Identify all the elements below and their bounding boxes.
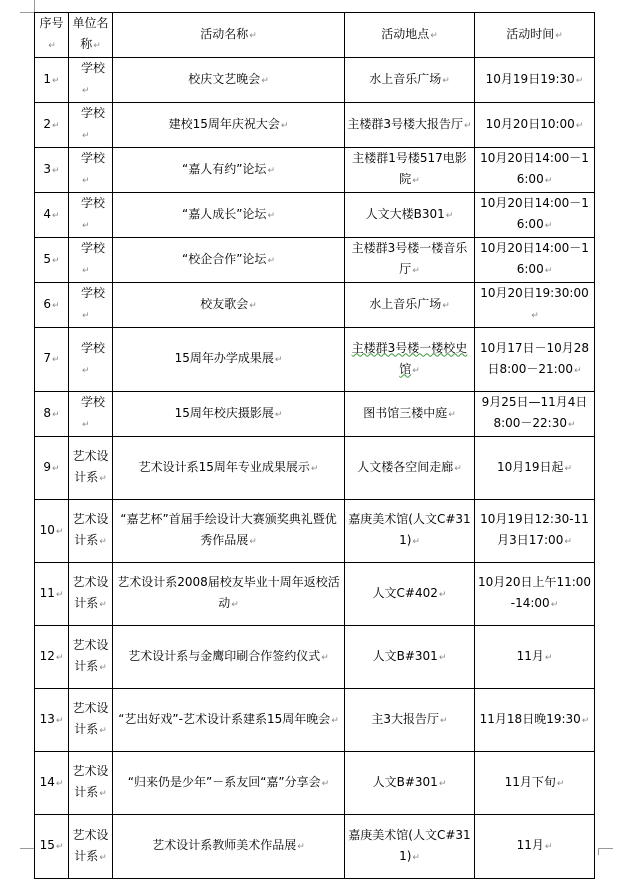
paragraph-mark: ↵ (55, 842, 64, 852)
paragraph-mark: ↵ (99, 852, 107, 863)
cell-unit (69, 283, 113, 328)
table-row (35, 283, 595, 328)
cell-time (475, 328, 595, 392)
cell-activity-name (113, 148, 345, 193)
cell-index-text: 2 (43, 116, 52, 131)
cell-unit (69, 689, 113, 752)
cell-activity-name-text: 艺术设计系教师美术作品展 (152, 838, 297, 852)
paragraph-mark: ↵ (82, 131, 90, 141)
cell-time (475, 500, 595, 563)
paragraph-mark: ↵ (412, 852, 420, 863)
cell-location-text: 嘉庚美术馆(人文C#311) (348, 827, 471, 863)
paragraph-mark: ↵ (544, 176, 553, 186)
header-location: 活动地点↵ (345, 13, 475, 58)
cell-activity-name-text: 15周年办学成果展 (174, 351, 274, 365)
paragraph-mark: ↵ (82, 86, 90, 96)
cell-location (345, 437, 475, 500)
cell-unit (69, 437, 113, 500)
cell-time (475, 193, 595, 238)
paragraph-mark: ↵ (445, 210, 454, 221)
paragraph-mark: ↵ (321, 652, 329, 663)
header-activity-name: 活动名称↵ (113, 13, 345, 58)
cell-location (345, 328, 475, 392)
table-row (35, 148, 595, 193)
cell-index-text: 6 (43, 296, 52, 311)
cell-unit (69, 103, 113, 148)
cell-index (35, 437, 69, 500)
cell-unit-text: 艺术设计系 (72, 638, 109, 673)
cell-location-text: 主3大报告厅 (371, 711, 440, 726)
paragraph-mark: ↵ (231, 600, 239, 610)
cell-index-text: 11 (39, 585, 55, 600)
table-row (35, 392, 595, 437)
cell-index-text: 15 (39, 838, 55, 852)
paragraph-mark: ↵ (442, 300, 450, 311)
cell-unit (69, 815, 113, 879)
cell-index (35, 563, 69, 626)
cell-activity-name (113, 563, 345, 626)
cell-time (475, 437, 595, 500)
paragraph-mark: ↵ (274, 409, 283, 420)
paragraph-mark: ↵ (556, 778, 565, 789)
cell-index (35, 752, 69, 815)
cell-index-text: 8 (43, 405, 52, 420)
cell-unit (69, 328, 113, 392)
paragraph-mark: ↵ (412, 537, 420, 547)
cell-unit-text: 艺术设计系 (72, 827, 109, 863)
paragraph-mark: ↵ (575, 120, 584, 131)
paragraph-mark: ↵ (52, 210, 60, 221)
cell-location (345, 815, 475, 879)
paragraph-mark: ↵ (52, 75, 60, 86)
cell-location-text: 人文大楼B301 (365, 206, 445, 221)
paragraph-mark: ↵ (464, 120, 472, 131)
cell-activity-name-text: 艺术设计系15周年专业成果展示 (138, 459, 310, 474)
cell-location (345, 626, 475, 689)
cell-time (475, 103, 595, 148)
cell-location-text: 人文C#402 (372, 585, 438, 600)
cell-location-text: 人文B#301 (372, 774, 438, 789)
cell-time-text: 11月 (516, 838, 544, 852)
cell-unit-text: 艺术设计系 (72, 575, 109, 610)
paragraph-mark: ↵ (581, 715, 590, 726)
cell-index (35, 392, 69, 437)
cell-time-text: 11月 (516, 648, 544, 663)
paragraph-mark: ↵ (567, 420, 576, 430)
cell-index-text: 5 (43, 251, 52, 266)
cell-activity-name (113, 193, 345, 238)
cell-time-text: 10月20日14:00－16:00 (480, 196, 589, 231)
cell-activity-name (113, 626, 345, 689)
cell-index-text: 7 (43, 351, 52, 365)
table-row (35, 103, 595, 148)
cell-unit (69, 626, 113, 689)
cell-index-text: 9 (43, 459, 52, 474)
cell-index-text: 4 (43, 206, 52, 221)
cell-unit-text: 学校 (81, 61, 106, 75)
cell-activity-name-text: 校友歌会 (200, 296, 249, 311)
paragraph-mark: ↵ (52, 120, 60, 131)
cell-time (475, 815, 595, 879)
cell-index (35, 328, 69, 392)
cell-unit-text: 艺术设计系 (72, 764, 109, 799)
paragraph-mark: ↵ (249, 300, 257, 311)
table-row (35, 689, 595, 752)
paragraph-mark: ↵ (82, 365, 90, 376)
cell-index-text: 1 (43, 71, 52, 86)
cell-time (475, 689, 595, 752)
cell-unit (69, 563, 113, 626)
cell-activity-name (113, 238, 345, 283)
table-row (35, 193, 595, 238)
cell-time (475, 58, 595, 103)
table-row (35, 328, 595, 392)
table-row (35, 815, 595, 879)
table-row (35, 626, 595, 689)
paragraph-mark: ↵ (274, 355, 283, 365)
cell-location-text: 人文B#301 (372, 648, 438, 663)
cell-activity-name (113, 500, 345, 563)
cell-location (345, 238, 475, 283)
cell-location (345, 103, 475, 148)
paragraph-mark: ↵ (52, 409, 60, 420)
cell-time-text: 11月18日晚19:30 (479, 711, 581, 726)
paragraph-mark: ↵ (55, 526, 64, 537)
cell-unit-text: 艺术设计系 (72, 449, 109, 484)
paragraph-mark: ↵ (82, 420, 90, 430)
paragraph-mark: ↵ (438, 778, 447, 789)
paragraph-mark: ↵ (321, 778, 330, 789)
cell-unit-text: 学校 (81, 196, 106, 210)
cell-activity-name-text: 15周年校庆摄影展 (174, 405, 274, 420)
table-row (35, 500, 595, 563)
paragraph-mark: ↵ (297, 842, 305, 852)
paragraph-mark: ↵ (544, 266, 553, 276)
paragraph-mark: ↵ (52, 463, 60, 474)
cell-index-text: 13 (39, 711, 55, 726)
cell-location-text: 主楼群3号楼大报告厅 (347, 116, 464, 131)
paragraph-mark: ↵ (531, 311, 539, 321)
paragraph-mark: ↵ (564, 463, 573, 474)
cell-time (475, 283, 595, 328)
cell-index (35, 689, 69, 752)
paragraph-mark: ↵ (267, 165, 275, 176)
cell-location-text: 嘉庚美术馆(人文C#311) (348, 512, 471, 547)
cell-time (475, 563, 595, 626)
paragraph-mark: ↵ (52, 300, 60, 311)
cell-activity-name (113, 58, 345, 103)
cell-activity-name-text: “嘉人有约”论坛 (182, 161, 267, 176)
cell-location-text: 主楼群3号楼一楼音乐厅 (351, 241, 468, 276)
cell-time-text: 10月20日10:00 (485, 116, 575, 131)
cell-index (35, 103, 69, 148)
activity-schedule-table (34, 12, 595, 879)
cell-activity-name-text: “嘉艺杯”首届手绘设计大赛颁奖典礼暨优秀作品展 (120, 512, 337, 547)
cell-time (475, 752, 595, 815)
cell-time (475, 392, 595, 437)
paragraph-mark: ↵ (280, 120, 289, 131)
paragraph-mark: ↵ (438, 652, 447, 663)
cell-unit (69, 148, 113, 193)
table-row (35, 752, 595, 815)
paragraph-mark: ↵ (438, 589, 447, 600)
cell-index-text: 10 (39, 522, 55, 537)
paragraph-mark: ↵ (99, 474, 107, 484)
cell-index (35, 193, 69, 238)
paragraph-mark: ↵ (575, 75, 584, 86)
cell-location (345, 193, 475, 238)
cell-unit-text: 学校 (81, 286, 106, 300)
table-row (35, 563, 595, 626)
cell-time-text: 10月19日起 (496, 459, 564, 474)
cell-unit (69, 752, 113, 815)
cell-unit (69, 500, 113, 563)
paragraph-mark: ↵ (412, 176, 420, 186)
cell-index (35, 500, 69, 563)
cell-activity-name-text: “校企合作”论坛 (182, 251, 267, 266)
paragraph-mark: ↵ (544, 221, 553, 231)
header-time: 活动时间↵ (475, 13, 595, 58)
paragraph-mark: ↵ (55, 589, 64, 600)
paragraph-mark: ↵ (55, 778, 64, 789)
cell-time-text: 10月20日19:30:00 (480, 286, 589, 300)
paragraph-mark: ↵ (52, 255, 60, 266)
paragraph-mark: ↵ (99, 600, 107, 610)
paragraph-mark: ↵ (550, 600, 559, 610)
cell-time-text: 10月20日14:00－16:00 (480, 151, 589, 186)
cell-location-text: 人文楼各空间走廊 (357, 459, 454, 474)
table-row (35, 437, 595, 500)
paragraph-mark: ↵ (442, 75, 450, 86)
paragraph-mark: ↵ (564, 537, 572, 547)
cell-unit-text: 学校 (81, 395, 106, 409)
cell-time (475, 626, 595, 689)
cell-unit-text: 艺术设计系 (72, 512, 109, 547)
paragraph-mark: ↵ (448, 409, 456, 420)
cell-unit-text: 学校 (81, 106, 106, 120)
cell-location-text: 图书馆三楼中庭 (363, 405, 448, 420)
paragraph-mark: ↵ (544, 842, 553, 852)
cell-activity-name (113, 103, 345, 148)
paragraph-mark: ↵ (99, 537, 107, 547)
cell-location-text: 水上音乐广场 (369, 71, 442, 86)
cell-activity-name-text: “归来仍是少年”－系友回“嘉”分享会 (127, 774, 321, 789)
paragraph-mark: ↵ (310, 463, 319, 474)
paragraph-mark: ↵ (99, 789, 107, 799)
cell-activity-name-text: “嘉人成长”论坛 (182, 206, 267, 221)
paragraph-mark: ↵ (331, 715, 339, 726)
paragraph-mark: ↵ (55, 715, 64, 726)
paragraph-mark: ↵ (412, 365, 420, 376)
cell-unit-text: 学校 (81, 340, 106, 355)
cell-time-text: 10月20日14:00－16:00 (480, 241, 589, 276)
paragraph-mark: ↵ (99, 726, 107, 736)
header-unit: 单位名称↵ (69, 13, 113, 58)
cell-activity-name-text: 艺术设计系2008届校友毕业十周年返校活动 (117, 575, 340, 610)
cell-time-text: 10月19日19:30 (485, 71, 575, 86)
paragraph-mark: ↵ (573, 365, 582, 376)
cell-activity-name-text: 建校15周年庆祝大会 (168, 116, 280, 131)
cell-time-text: 10月20日上午11:00-14:00 (477, 575, 592, 610)
cell-time-text: 10月17日－10月28日8:00－21:00 (479, 340, 590, 376)
crop-mark-top-left (20, 0, 35, 13)
cell-location (345, 148, 475, 193)
cell-unit (69, 392, 113, 437)
table-row (35, 238, 595, 283)
cell-time (475, 238, 595, 283)
paragraph-mark: ↵ (99, 663, 107, 673)
cell-activity-name (113, 283, 345, 328)
paragraph-mark: ↵ (82, 221, 90, 231)
cell-activity-name (113, 437, 345, 500)
paragraph-mark: ↵ (82, 311, 90, 321)
table-row (35, 58, 595, 103)
cell-location (345, 752, 475, 815)
cell-unit-text: 学校 (81, 241, 106, 255)
cell-index (35, 815, 69, 879)
header-index: 序号↵ (35, 13, 69, 58)
cell-index-text: 3 (43, 161, 52, 176)
cell-time (475, 148, 595, 193)
cell-activity-name (113, 752, 345, 815)
table-header-row (35, 13, 595, 58)
cell-unit-text: 学校 (81, 151, 106, 165)
cell-activity-name-text: “艺出好戏”-艺术设计系建系15周年晚会 (118, 711, 331, 726)
cell-index (35, 626, 69, 689)
cell-activity-name (113, 392, 345, 437)
cell-location-text: 主楼群3号楼一楼校史馆 (351, 340, 468, 376)
cell-activity-name (113, 815, 345, 879)
paragraph-mark: ↵ (249, 537, 257, 547)
cell-time-text: 9月25日—11月4日8:00－22:30 (481, 395, 588, 430)
cell-index-text: 14 (39, 774, 55, 789)
cell-location (345, 392, 475, 437)
cell-activity-name-text: 艺术设计系与金鹰印刷合作签约仪式 (128, 648, 321, 663)
paragraph-mark: ↵ (261, 75, 269, 86)
cell-index (35, 283, 69, 328)
paragraph-mark: ↵ (544, 652, 553, 663)
paragraph-mark: ↵ (267, 255, 275, 266)
cell-unit-text: 艺术设计系 (72, 701, 109, 736)
cell-unit (69, 238, 113, 283)
cell-activity-name-text: 校庆文艺晚会 (188, 71, 261, 86)
paragraph-mark: ↵ (52, 165, 60, 176)
cell-location (345, 500, 475, 563)
paragraph-mark: ↵ (52, 355, 60, 365)
cell-activity-name (113, 328, 345, 392)
cell-location-text: 水上音乐广场 (369, 296, 442, 311)
cell-location-text: 主楼群1号楼517电影院 (352, 151, 467, 186)
cell-location (345, 58, 475, 103)
paragraph-mark: ↵ (412, 266, 420, 276)
cell-location (345, 689, 475, 752)
paragraph-mark: ↵ (82, 266, 90, 276)
cell-activity-name (113, 689, 345, 752)
cell-index (35, 238, 69, 283)
paragraph-mark: ↵ (55, 652, 64, 663)
cell-location (345, 563, 475, 626)
cell-unit (69, 58, 113, 103)
paragraph-mark: ↵ (440, 715, 448, 726)
paragraph-mark: ↵ (267, 210, 275, 221)
cell-unit (69, 193, 113, 238)
paragraph-mark: ↵ (82, 176, 90, 186)
paragraph-mark: ↵ (454, 463, 462, 474)
cell-index (35, 148, 69, 193)
cell-time-text: 10月19日12:30-11月3日17:00 (480, 512, 589, 547)
cell-location (345, 283, 475, 328)
cell-time-text: 11月下旬 (504, 774, 556, 789)
cell-index-text: 12 (39, 648, 55, 663)
cell-index (35, 58, 69, 103)
